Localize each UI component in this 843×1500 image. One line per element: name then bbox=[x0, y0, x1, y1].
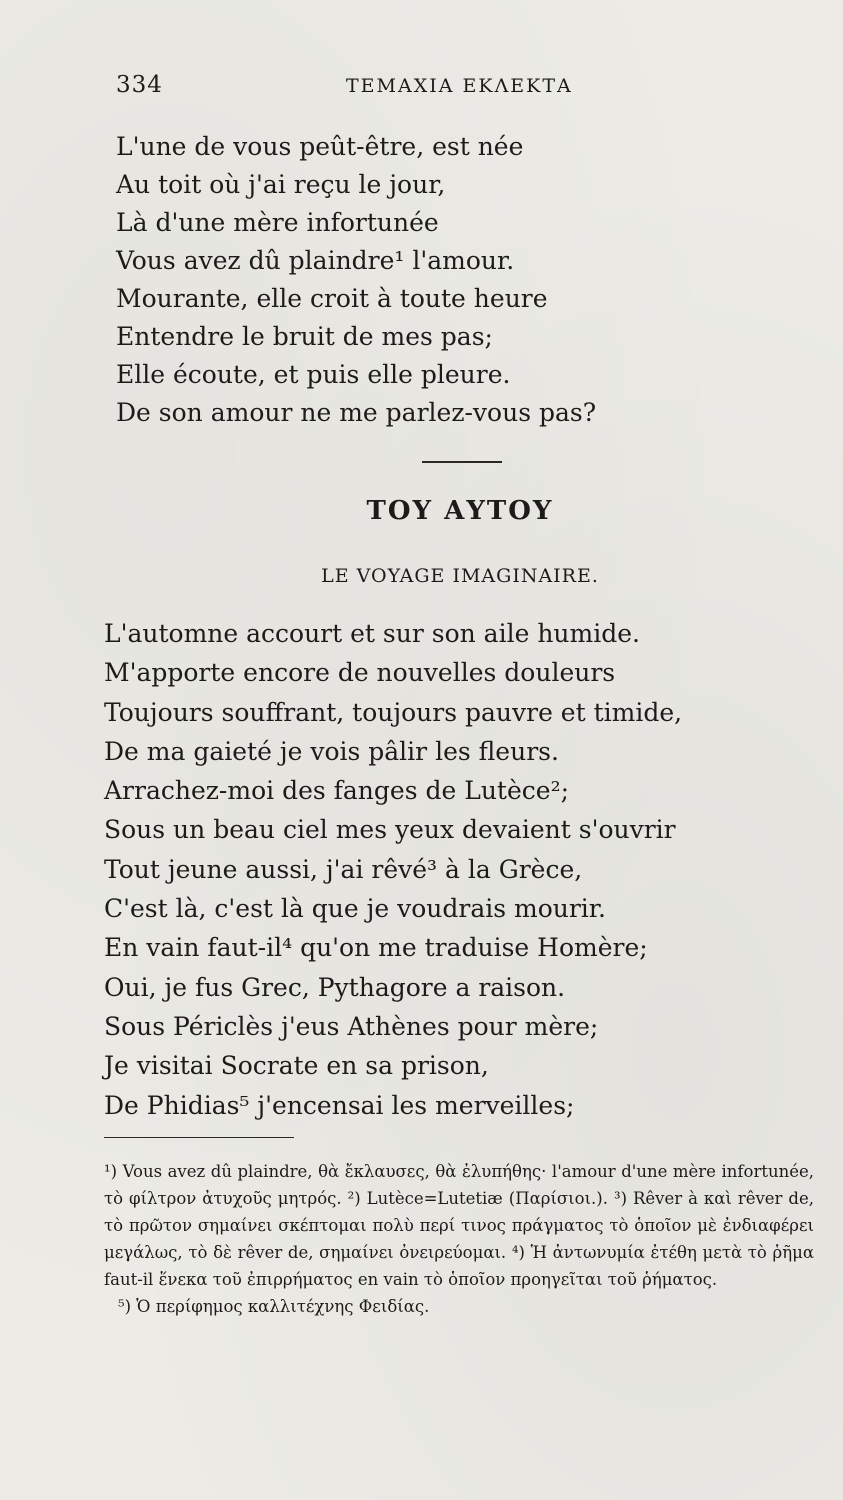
verse-line: L'une de vous peût-être, est née bbox=[116, 132, 524, 161]
verse-line: L'automne accourt et sur son aile humide. bbox=[104, 619, 640, 648]
footnote-rule bbox=[104, 1137, 294, 1138]
verse-line: De ma gaieté je vois pâlir les fleurs. bbox=[104, 736, 559, 766]
verse-line: Au toit où j'ai reçu le jour, bbox=[116, 170, 446, 199]
author-heading: ΤΟΥ ΑΥΤΟΥ bbox=[366, 496, 554, 526]
verse-line: Je visitai Socrate en sa prison, bbox=[104, 1051, 489, 1081]
footnote-block: ¹) Vous avez dû plaindre, θὰ ἔκλαυσες, θὰ ἐλυπήθης· l'amour d'une mère infortunée, τὸ φίλτρον ἀτυχοῦς μητρός. ²) Lutèce=Lutetiæ (Παρίσιοι.). ³) Rêver à καὶ rêver de, τὸ πρῶτον σημαίνει σκέπτομαι πολὺ περί τινος πράγματος τὸ ὁποῖον μὲ ἐνδιαφέρει μεγάλως, τὸ δὲ rêver de, σημαίνει ὀνειρεύομαι. ⁴) Ἡ ἀντωνυμία ἐτέθη μετὰ τὸ ῥῆμα faut-il ἕνεκα τοῦ ἐπιρρήματος en vain τὸ ὁποῖον προηγεῖται τοῦ ῥήματος. bbox=[104, 1162, 814, 1289]
footnote-5: ⁵) Ὁ περίφημος καλλιτέχνης Φειδίας. bbox=[118, 1297, 430, 1316]
verse-line: Elle écoute, et puis elle pleure. bbox=[116, 360, 511, 389]
verse-line: De son amour ne me parlez-vous pas? bbox=[116, 398, 597, 427]
page-number: 334 bbox=[116, 72, 163, 98]
section-divider bbox=[422, 461, 502, 463]
footnotes bbox=[104, 1158, 814, 1320]
verse-line: De Phidias⁵ j'encensai les merveilles; bbox=[104, 1090, 575, 1120]
running-title: ΤΕΜΑΧΙΑ ΕΚΛΕΚΤΑ bbox=[346, 75, 573, 97]
verse-line: Là d'une mère infortunée bbox=[116, 208, 439, 237]
verse-line: Toujours souffrant, toujours pauvre et timide, bbox=[104, 697, 683, 727]
verse-line: Entendre le bruit de mes pas; bbox=[116, 322, 493, 351]
verse-line: Mourante, elle croit à toute heure bbox=[116, 284, 548, 313]
poem-voyage-imaginaire bbox=[104, 614, 682, 1125]
verse-line: Tout jeune aussi, j'ai rêvé³ à la Grèce, bbox=[104, 854, 583, 884]
verse-line: C'est là, c'est là que je voudrais mourir. bbox=[104, 894, 606, 924]
verse-line: Sous un beau ciel mes yeux devaient s'ouvrir bbox=[104, 815, 676, 845]
verse-line: Oui, je fus Grec, Pythagore a raison. bbox=[104, 972, 566, 1002]
verse-line: Arrachez-moi des fanges de Lutèce²; bbox=[104, 776, 570, 806]
running-head bbox=[116, 72, 616, 102]
verse-line: Sous Périclès j'eus Athènes pour mère; bbox=[104, 1011, 599, 1041]
verse-line: Vous avez dû plaindre¹ l'amour. bbox=[116, 246, 515, 275]
verse-line: M'apporte encore de nouvelles douleurs bbox=[104, 658, 616, 688]
verse-line: En vain faut-il⁴ qu'on me traduise Homère; bbox=[104, 933, 648, 963]
poem-stanza-1 bbox=[116, 128, 596, 432]
poem-title: LE VOYAGE IMAGINAIRE. bbox=[321, 565, 599, 587]
